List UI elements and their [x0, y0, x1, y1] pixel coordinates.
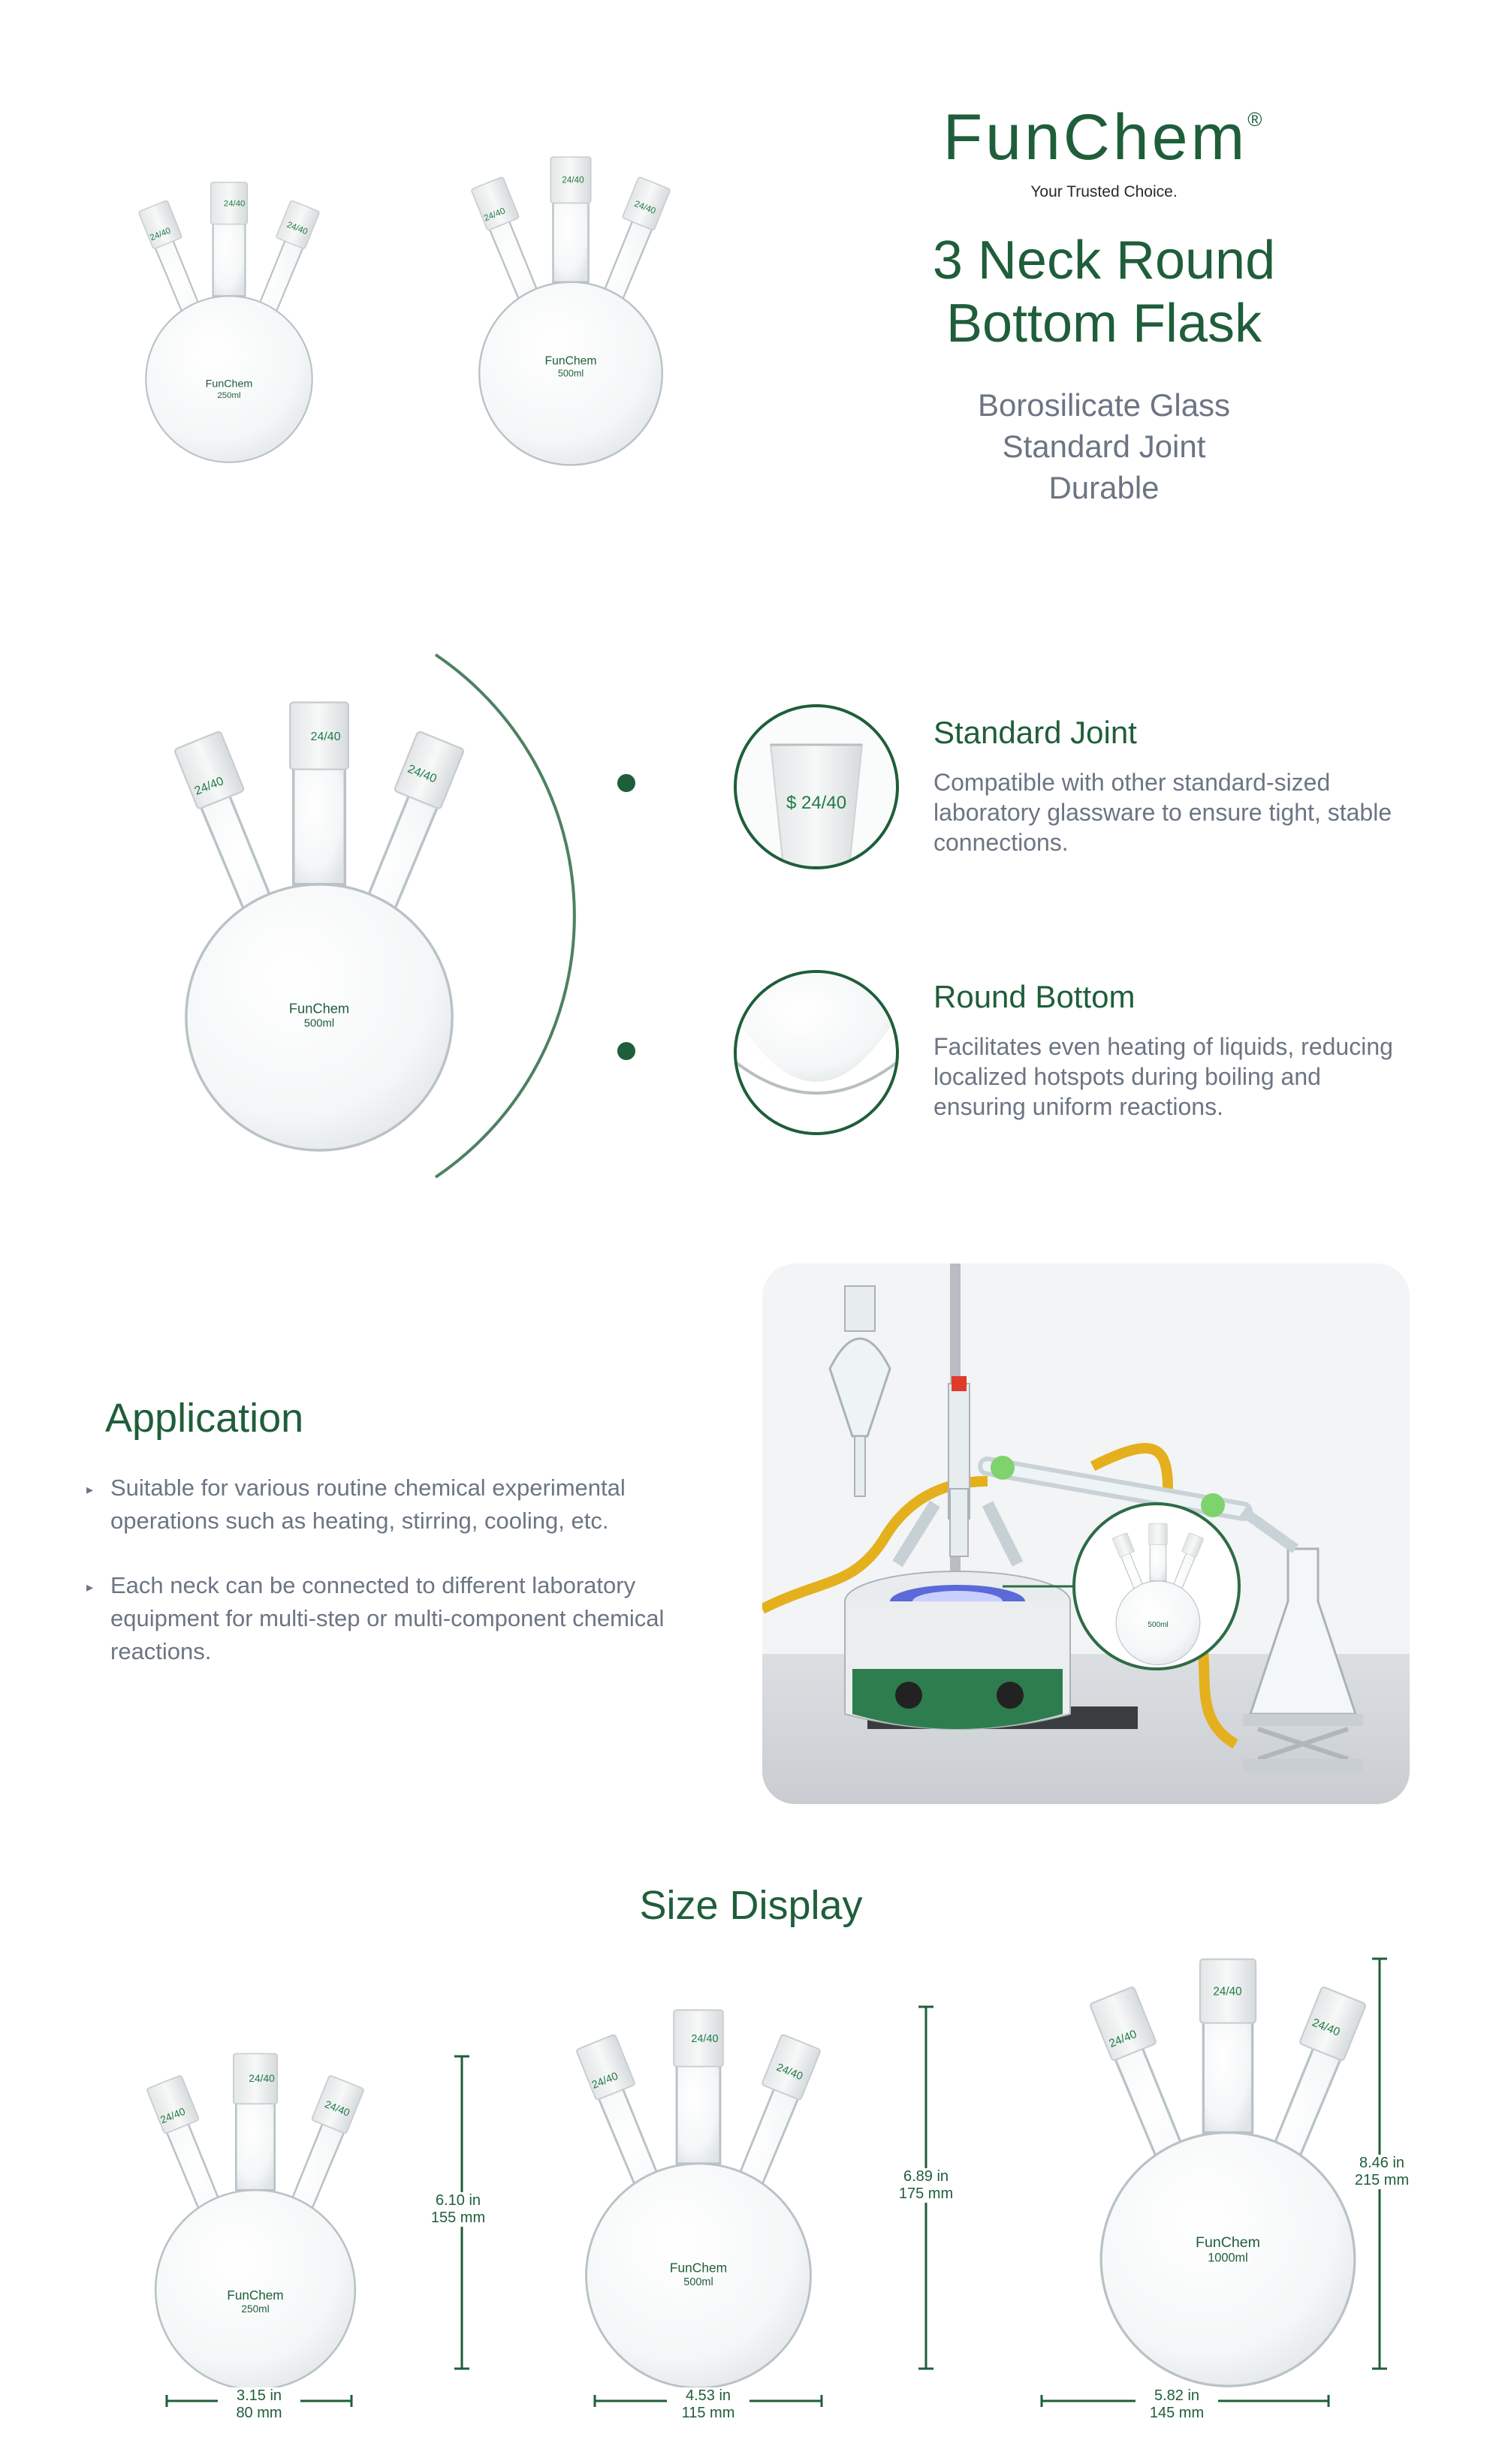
joint-label: 24/40: [632, 198, 657, 216]
feature-title: Round Bottom: [933, 979, 1136, 1014]
registered-mark: ®: [1247, 108, 1265, 131]
flask-brand: FunChem: [669, 2260, 728, 2276]
joint-label: 24/40: [691, 2032, 719, 2045]
joint-label: 24/40: [323, 2098, 351, 2119]
joint-label: 24/40: [1310, 2016, 1342, 2039]
standard-joint-closeup: [734, 704, 899, 869]
joint-label: 24/40: [1107, 2027, 1139, 2050]
height-dimension-label: 8.46 in 215 mm: [1344, 2155, 1419, 2189]
flask-volume: 250ml: [241, 2303, 270, 2315]
size-flask-500: [496, 1997, 901, 2402]
flask-brand: FunChem: [1195, 2234, 1261, 2252]
callout-dot: [617, 774, 635, 792]
flask-brand: FunChem: [227, 2287, 284, 2303]
joint-label: 24/40: [562, 175, 584, 185]
feature-standard-joint: [933, 715, 1399, 857]
feature-description: Compatible with other standard-sized laboratory glassware to ensure tight, stable connections.: [933, 769, 1392, 856]
flask-brand: FunChem: [205, 378, 253, 390]
joint-label: 24/40: [192, 774, 226, 798]
joint-closeup-icon: [737, 707, 896, 866]
brand-name: FunChem: [943, 101, 1248, 173]
application-item: ▸ Each neck can be connected to different laboratory equipment for multi-step or multi-component chemical reactions.: [86, 1572, 665, 1664]
flask-volume: 500ml: [683, 2276, 713, 2288]
highlight-item: Borosilicate Glass: [977, 387, 1231, 423]
joint-label: 24/40: [406, 762, 439, 786]
title-line-2: Bottom Flask: [946, 294, 1262, 354]
joint-label: 24/40: [285, 220, 309, 237]
joint-label: 24/40: [1213, 1985, 1242, 1999]
joint-label: 24/40: [149, 226, 173, 243]
joint-label: 24/40: [774, 2061, 805, 2083]
flask-volume: 1000ml: [1208, 2251, 1248, 2265]
hero-flask-250: [79, 173, 379, 473]
hero-flask-500: [406, 146, 736, 477]
joint-label: 24/40: [482, 206, 507, 224]
height-dimension-label: 6.89 in 175 mm: [888, 2168, 964, 2203]
title-line-1: 3 Neck Round: [932, 230, 1276, 291]
round-bottom-closeup: [734, 970, 899, 1135]
feature-description: Facilitates even heating of liquids, reducing localized hotspots during boiling and ensuring uniform reactions.: [933, 1033, 1393, 1120]
callout-dot: [617, 1042, 635, 1060]
highlight-item: Standard Joint: [1002, 429, 1206, 464]
flask-volume: 250ml: [217, 391, 241, 400]
inset-flask-volume: 500ml: [1148, 1621, 1169, 1629]
width-dimension-label: 4.53 in 115 mm: [667, 2387, 749, 2422]
flask-volume: 500ml: [303, 1017, 335, 1030]
joint-label: 24/40: [310, 730, 341, 743]
width-dimension-label: 5.82 in 145 mm: [1136, 2387, 1218, 2422]
joint-closeup-label: $ 24/40: [786, 793, 847, 813]
brand-block: [931, 101, 1277, 201]
bullet-icon: ▸: [86, 1482, 94, 1497]
flask-volume: 500ml: [557, 368, 584, 379]
page-title: [879, 229, 1329, 355]
feature-title: Standard Joint: [933, 715, 1137, 750]
brand-logo: [931, 101, 1277, 173]
brand-tagline: Your Trusted Choice.: [1030, 183, 1178, 200]
round-bottom-closeup-icon: [737, 973, 896, 1132]
lab-setup-photo: [762, 1264, 1410, 1804]
highlight-item: Durable: [1048, 470, 1160, 505]
application-list: [86, 1471, 717, 1700]
flask-brand: FunChem: [544, 354, 597, 368]
height-dimension-label: 6.10 in 155 mm: [421, 2192, 496, 2227]
highlights-list: [879, 384, 1329, 508]
width-dimension-label: 3.15 in 80 mm: [218, 2387, 300, 2422]
size-flask-250: [75, 2042, 436, 2402]
joint-label: 24/40: [223, 199, 246, 209]
size-display-title: Size Display: [639, 1883, 863, 1928]
application-item: ▸ Suitable for various routine chemical experimental operations such as heating, stirring, cooling, etc.: [86, 1474, 626, 1534]
feature-round-bottom: [933, 979, 1414, 1122]
joint-label: 24/40: [158, 2105, 187, 2126]
callout-arc: [421, 646, 691, 1186]
joint-label: 24/40: [590, 2070, 620, 2092]
joint-label: 24/40: [249, 2073, 275, 2085]
bullet-icon: ▸: [86, 1580, 94, 1595]
flask-brand: FunChem: [288, 1000, 350, 1017]
application-title: Application: [105, 1396, 304, 1441]
